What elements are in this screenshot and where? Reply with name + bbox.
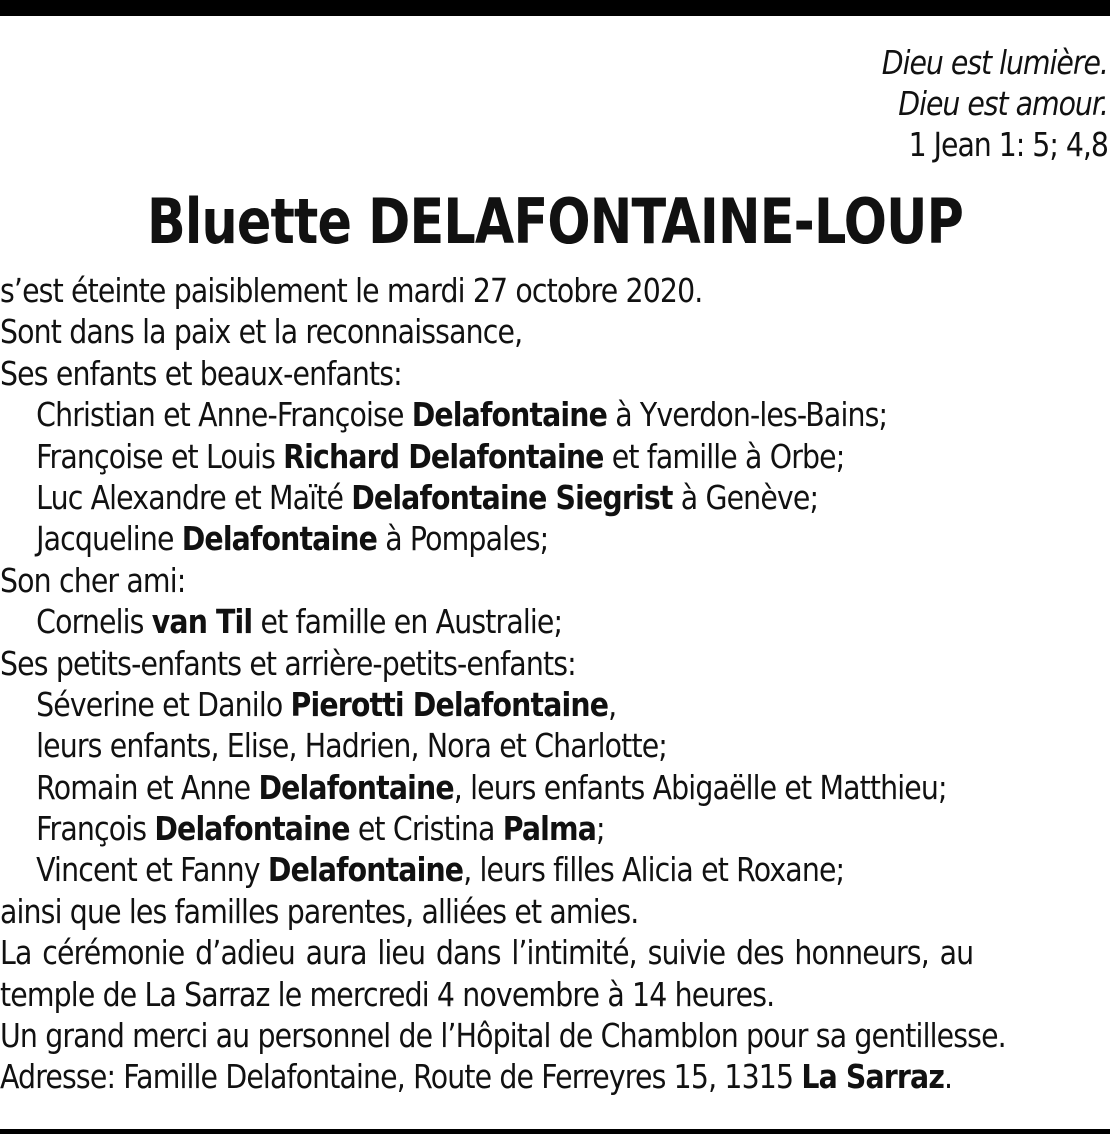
family-line: leurs enfants, Elise, Hadrien, Nora et Charlotte; xyxy=(36,726,668,766)
family-line: Romain et Anne Delafontaine, leurs enfants Abigaëlle et Matthieu; xyxy=(36,767,947,807)
family-surname: Delafontaine xyxy=(154,809,350,849)
family-line: Séverine et Danilo Pierotti Delafontaine, xyxy=(36,684,617,724)
text-line: Sont dans la paix et la reconnaissance, xyxy=(0,312,523,352)
text-line: Ses enfants et beaux-enfants: xyxy=(0,353,402,393)
ceremony-line: temple de La Sarraz le mercredi 4 novembre à 14 heures. xyxy=(0,974,775,1014)
epigraph-line-2: Dieu est amour. xyxy=(898,84,1108,123)
family-surname: Palma xyxy=(502,809,597,849)
family-line: Vincent et Fanny Delafontaine, leurs filles Alicia et Roxane; xyxy=(36,850,845,890)
top-rule xyxy=(0,0,1110,16)
family-line: François Delafontaine et Cristina Palma; xyxy=(36,809,605,849)
bottom-rule xyxy=(0,1129,1110,1134)
family-surname: Delafontaine xyxy=(258,767,454,807)
family-surname: van Til xyxy=(151,602,253,642)
text-line: Ses petits-enfants et arrière-petits-enfants: xyxy=(0,643,576,683)
text-line: s’est éteinte paisiblement le mardi 27 octobre 2020. xyxy=(0,271,703,310)
family-surname: Delafontaine xyxy=(411,395,608,435)
family-line: Jacqueline Delafontaine à Pompales; xyxy=(36,519,549,559)
family-surname: Richard Delafontaine xyxy=(283,436,604,476)
family-line: Françoise et Louis Richard Delafontaine et famille à Orbe; xyxy=(36,436,845,476)
deceased-name-title: Bluette DELAFONTAINE-LOUP xyxy=(146,185,964,258)
text-line: Son cher ami: xyxy=(0,560,186,600)
address-line: Adresse: Famille Delafontaine, Route de Ferreyres 15, 1315 La Sarraz. xyxy=(0,1057,953,1097)
family-line: Christian et Anne-Françoise Delafontaine à Yverdon-les-Bains; xyxy=(36,395,888,435)
family-line: Luc Alexandre et Maïté Delafontaine Siegrist à Genève; xyxy=(36,477,819,517)
family-surname: Delafontaine xyxy=(181,519,378,559)
epigraph-reference: 1 Jean 1: 5; 4,8 xyxy=(908,125,1108,164)
thanks-line: Un grand merci au personnel de l’Hôpital de Chamblon pour sa gentillesse. xyxy=(0,1016,1006,1056)
family-surname: Delafontaine xyxy=(267,850,464,890)
bible-epigraph xyxy=(882,42,1108,165)
obituary-body xyxy=(0,270,1110,1098)
epigraph-line-1: Dieu est lumière. xyxy=(881,43,1108,82)
ceremony-line: La cérémonie d’adieu aura lieu dans l’intimité, suivie des honneurs, au xyxy=(0,933,974,973)
family-surname: Delafontaine Siegrist xyxy=(351,477,673,517)
address-town: La Sarraz xyxy=(801,1057,944,1097)
family-surname: Pierotti Delafontaine xyxy=(290,684,609,724)
text-line: ainsi que les familles parentes, alliées et amies. xyxy=(0,891,639,931)
family-line: Cornelis van Til et famille en Australie; xyxy=(36,602,563,642)
